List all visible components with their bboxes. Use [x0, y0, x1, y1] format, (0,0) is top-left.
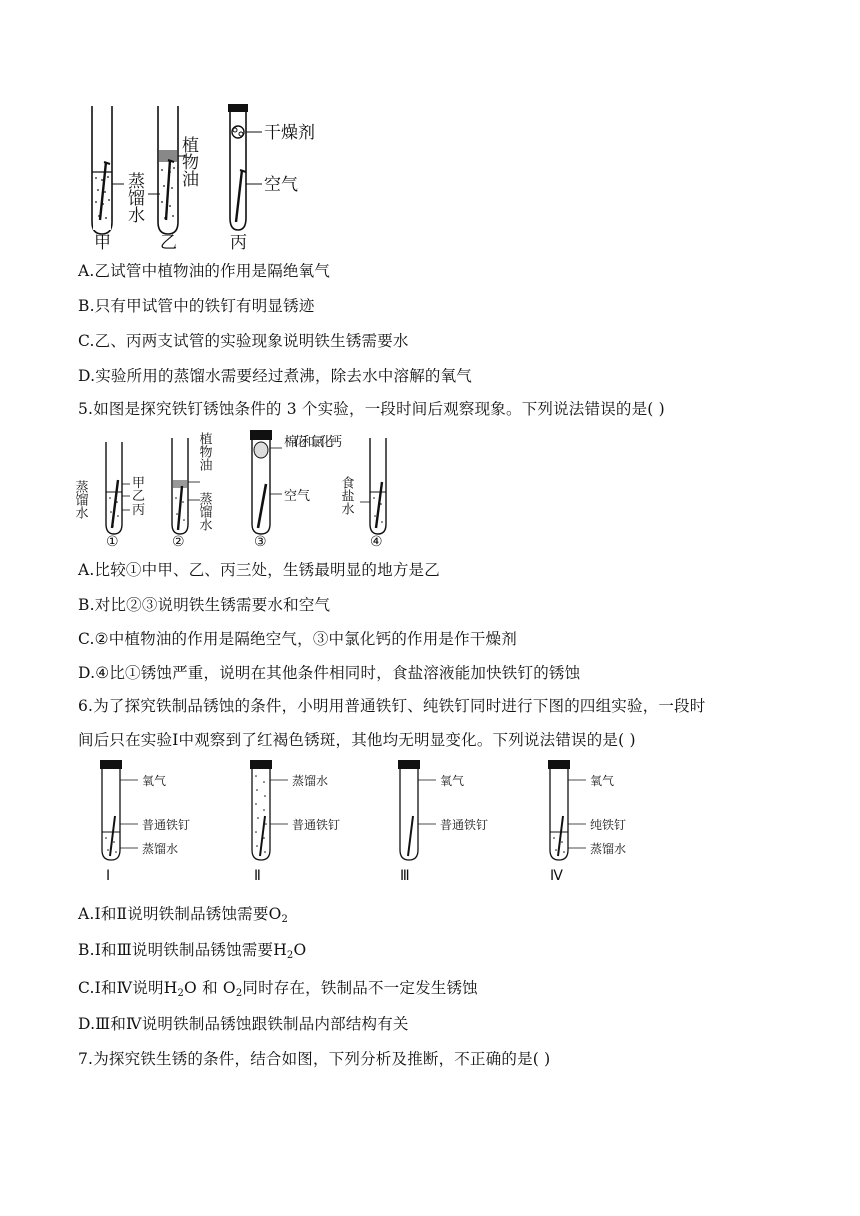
- label-cotton: 棉花和氯化钙: [284, 435, 342, 450]
- label-t3-mid: 普通铁钉: [440, 818, 489, 832]
- label-t4-mid: 纯铁钉: [590, 818, 627, 832]
- q6-option-a-text: A.Ⅰ和Ⅱ说明铁制品锈蚀需要O: [78, 905, 282, 923]
- q5-option-d: D.④比①锈蚀严重，说明在其他条件相同时，食盐溶液能加快铁钉的锈蚀: [78, 664, 581, 682]
- q7-stem: 7.为探究铁生锈的条件，结合如图，下列分析及推断，不正确的是( ): [78, 1050, 551, 1068]
- tube-label-jia: 甲: [94, 233, 111, 253]
- figure-1-test-tubes: [78, 98, 358, 253]
- q6-stem-line1: 6.为了探究铁制品锈蚀的条件，小明用普通铁钉、纯铁钉同时进行下图的四组实验，一段时: [78, 697, 706, 715]
- tube-label-1: ①: [106, 534, 119, 550]
- label-point-yi: 乙: [132, 489, 146, 504]
- q6-option-c: [78, 976, 478, 999]
- q6-option-b-post: O: [293, 941, 307, 959]
- tube-label-2: ②: [172, 534, 185, 550]
- q6-option-b-sub: 2: [286, 950, 294, 961]
- q6-option-d: D.Ⅲ和Ⅳ说明铁制品锈蚀跟铁制品内部结构有关: [78, 1015, 409, 1033]
- tube-label-II: Ⅱ: [254, 868, 261, 884]
- tube-yi: [158, 106, 178, 234]
- q6-option-a-sub: 2: [281, 914, 289, 925]
- label-air-1: 空气: [264, 175, 298, 195]
- q6-option-b: [78, 938, 306, 961]
- figure-q5-test-tubes: [72, 428, 418, 552]
- q4-option-d: D.实验所用的蒸馏水需要经过煮沸，除去水中溶解的氧气: [78, 367, 473, 385]
- q5-option-b: B.对比②③说明铁生锈需要水和空气: [78, 596, 331, 614]
- q6-option-c-text: C.Ⅰ和Ⅳ说明H: [78, 979, 178, 997]
- label-t1-top: 氧气: [142, 774, 167, 788]
- q5-option-a: A.比较①中甲、乙、丙三处，生锈最明显的地方是乙: [78, 561, 440, 579]
- tube-jia: [92, 106, 112, 234]
- q6-option-c-mid: O 和 O: [184, 979, 236, 997]
- label-desiccant: 干燥剂: [264, 123, 315, 143]
- q6-option-c-sub1: 2: [177, 988, 185, 999]
- tube-bing: [228, 104, 248, 230]
- q6-option-c-sub2: 2: [235, 988, 243, 999]
- label-t2-top: 蒸馏水: [292, 774, 329, 788]
- label-t4-top: 氧气: [590, 774, 615, 788]
- q5-stem: 5.如图是探究铁钉锈蚀条件的 3 个实验，一段时间后观察现象。下列说法错误的是( ): [78, 400, 665, 418]
- label-salt: 食盐水: [338, 476, 354, 515]
- label-t4-bottom: 蒸馏水: [590, 842, 627, 856]
- q6-stem-line2: 间后只在实验Ⅰ中观察到了红褐色锈斑，其他均无明显变化。下列说法错误的是( ): [78, 731, 636, 749]
- tube-label-bing: 丙: [230, 233, 247, 253]
- label-t3-top: 氧气: [440, 774, 465, 788]
- q6-option-a: [78, 902, 288, 925]
- q6-option-c-post: 同时存在，铁制品不一定发生锈蚀: [242, 979, 478, 997]
- tube-label-yi: 乙: [160, 233, 177, 253]
- q5-option-c: C.②中植物油的作用是隔绝空气，③中氯化钙的作用是作干燥剂: [78, 630, 517, 648]
- label-t1-bottom: 蒸馏水: [142, 842, 179, 856]
- q6-option-b-text: B.Ⅰ和Ⅲ说明铁制品锈蚀需要H: [78, 941, 287, 959]
- q4-option-c: C.乙、丙两支试管的实验现象说明铁生锈需要水: [78, 332, 409, 350]
- figure-q6-test-tubes: [92, 758, 652, 886]
- tube-label-III: Ⅲ: [400, 868, 410, 884]
- label-water-q5-1: 蒸馏水: [72, 480, 88, 519]
- tube-label-3: ③: [254, 534, 267, 550]
- label-oil-1: 植物油: [178, 136, 198, 187]
- label-point-bing: 丙: [132, 503, 146, 518]
- q4-option-b: B.只有甲试管中的铁钉有明显锈迹: [78, 297, 315, 315]
- label-point-jia: 甲: [132, 476, 146, 491]
- q4-option-a: A.乙试管中植物油的作用是隔绝氧气: [78, 262, 331, 280]
- tube-label-IV: Ⅳ: [550, 868, 563, 884]
- tube-label-4: ④: [370, 534, 383, 550]
- label-oil-q5: 植物油: [196, 432, 212, 471]
- label-water-q5-2: 蒸馏水: [196, 492, 212, 531]
- label-t1-mid: 普通铁钉: [142, 818, 191, 832]
- label-air-q5: 空气: [284, 489, 311, 504]
- label-t2-mid: 普通铁钉: [292, 818, 341, 832]
- label-water-1: 蒸馏水: [124, 172, 144, 223]
- tube-label-I: Ⅰ: [106, 868, 111, 884]
